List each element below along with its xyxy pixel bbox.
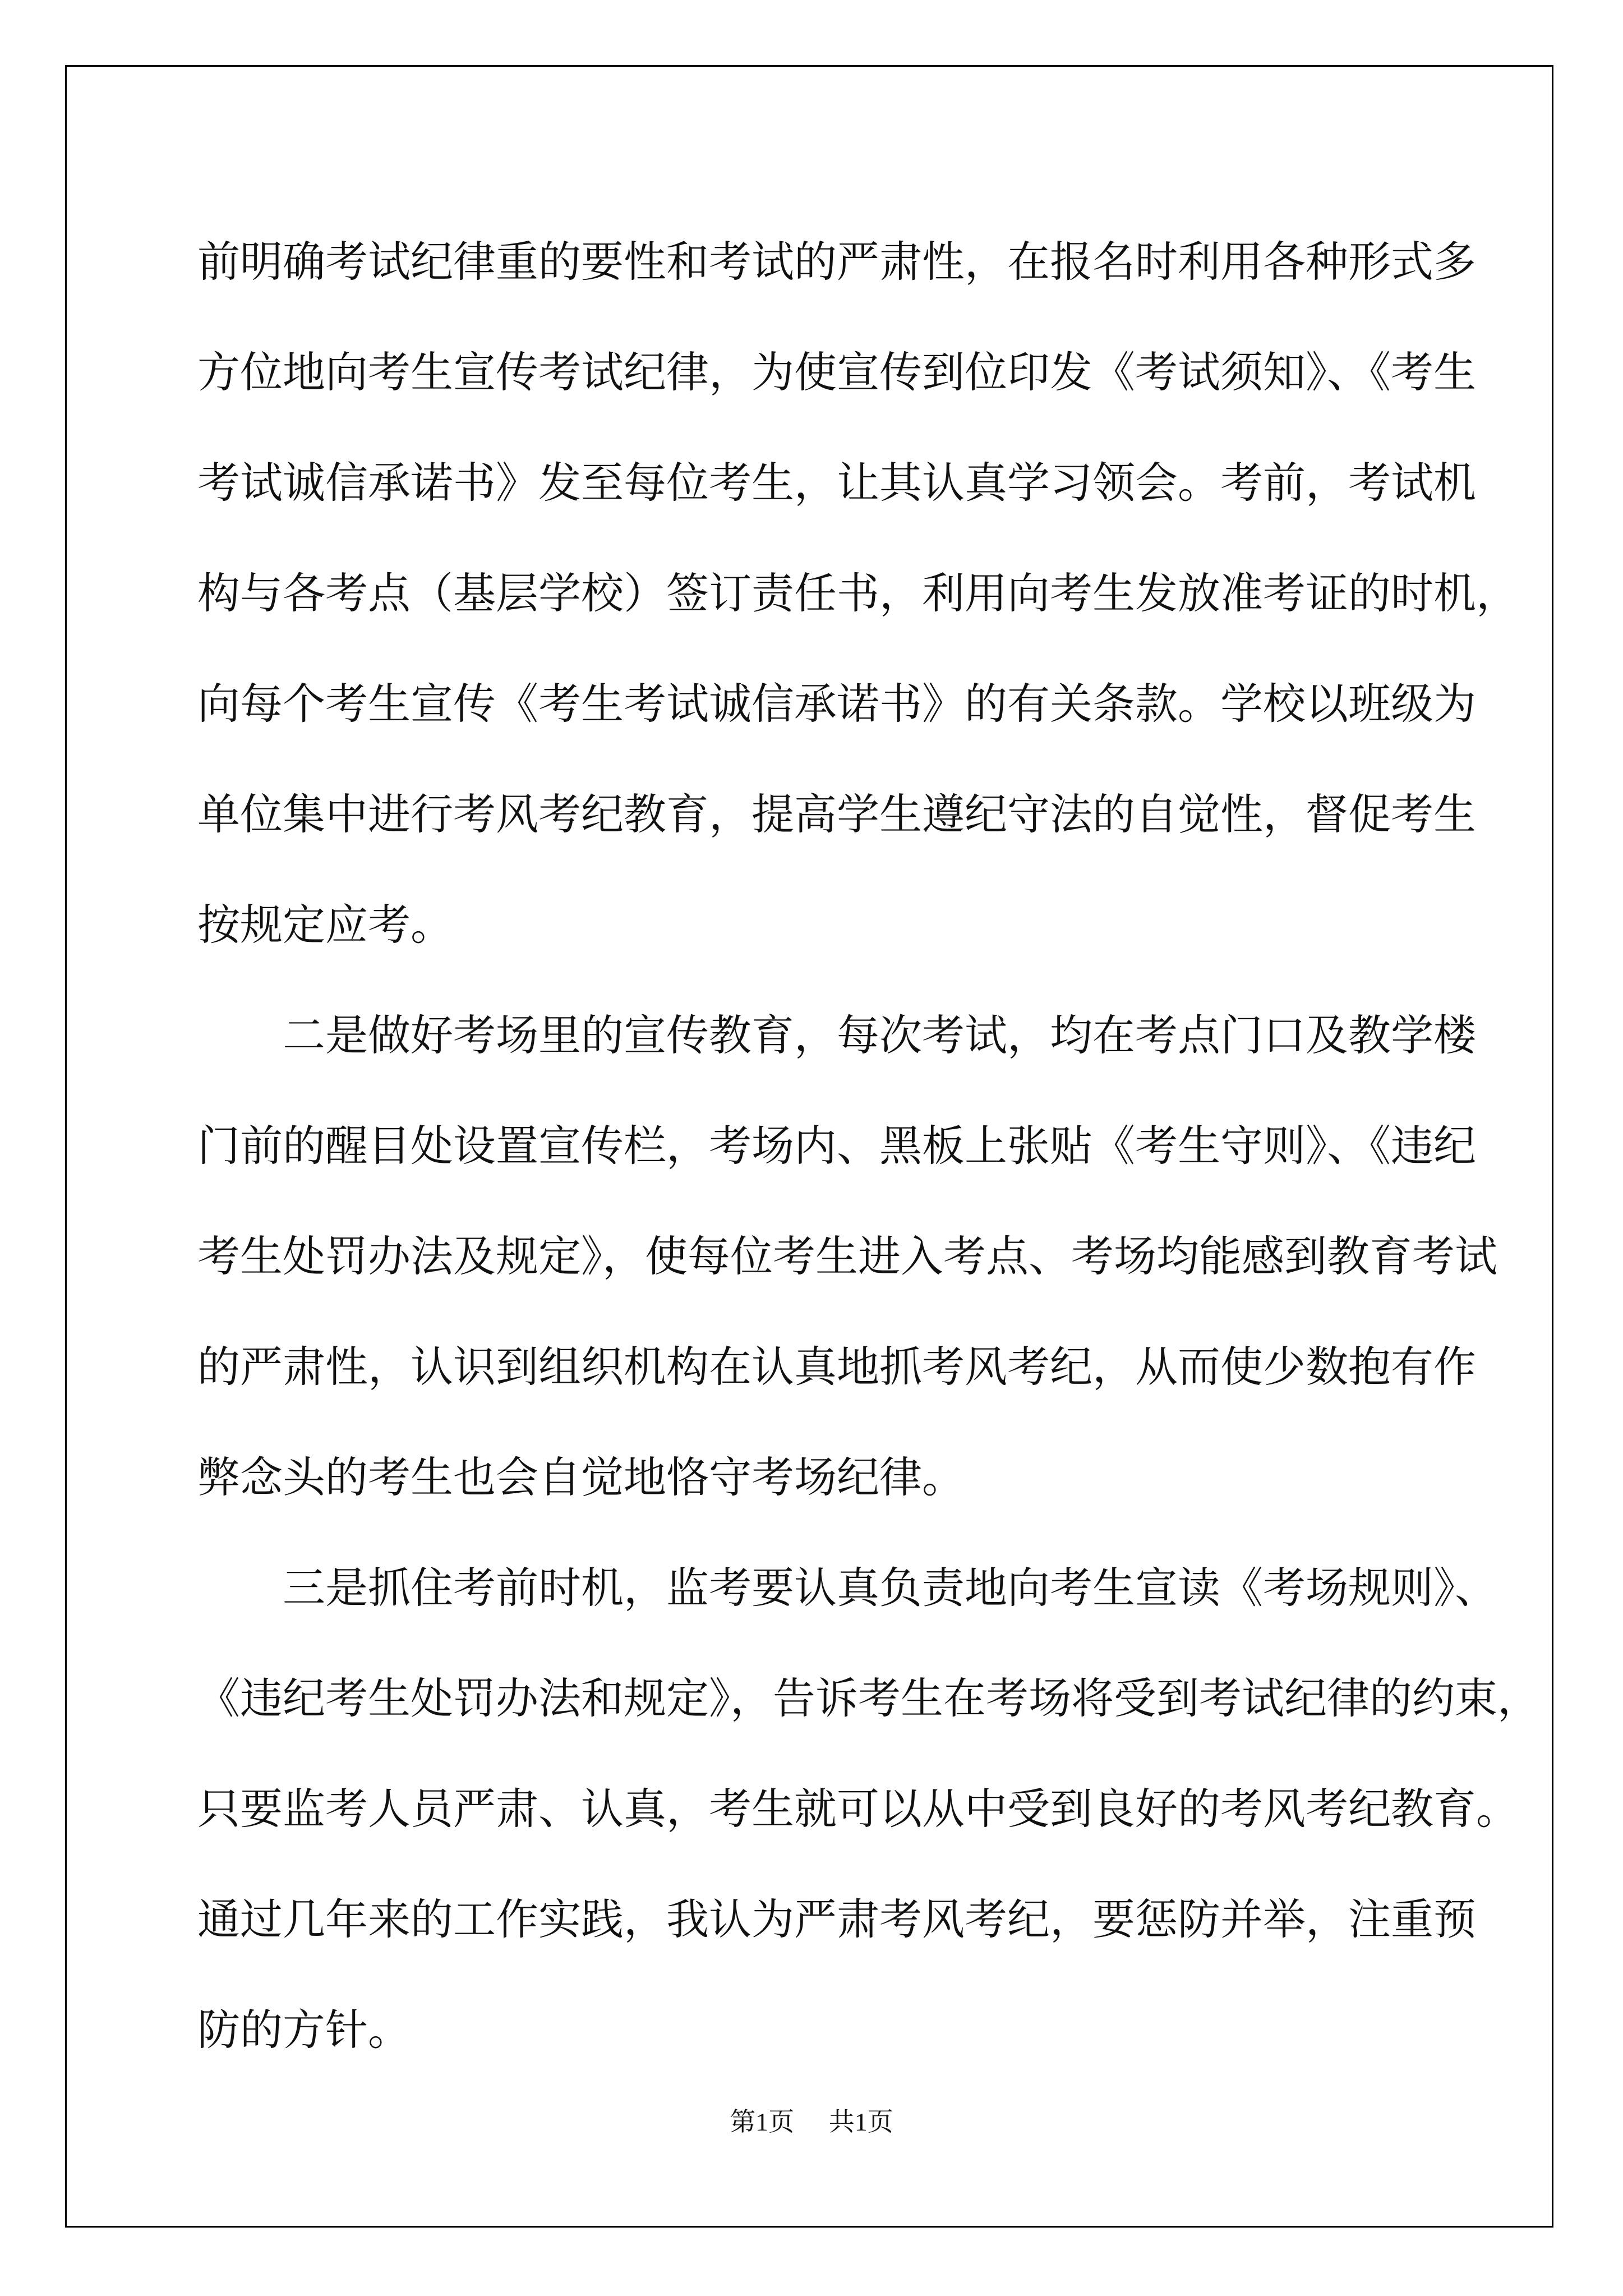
- text-line: 通过几年来的工作实践，我认为严肃考风考纪，要惩防并举，注重预: [197, 1894, 1476, 1944]
- text-line: 只要监考人员严肃、认真，考生就可以从中受到良好的考风考纪教育。: [197, 1784, 1519, 1834]
- text-line: 方位地向考生宣传考试纪律，为使宣传到位印发《考试须知》、《考生: [197, 347, 1476, 397]
- page-footer: [0, 2101, 1623, 2138]
- document-body: [197, 206, 1540, 2085]
- page-number: 第1页: [730, 2108, 795, 2136]
- page-total: 共1页: [828, 2108, 893, 2136]
- text-line: 考试诚信承诺书》发至每位考生，让其认真学习领会。考前，考试机: [197, 458, 1476, 508]
- text-line: 构与各考点（基层学校）签订责任书，利用向考生发放准考证的时机，: [197, 568, 1519, 618]
- text-line: 《违纪考生处罚办法和规定》，告诉考生在考场将受到考试纪律的约束，: [197, 1673, 1540, 1723]
- text-line: 考生处罚办法及规定》，使每位考生进入考点、考场均能感到教育考试: [197, 1231, 1497, 1281]
- text-line: 防的方针。: [197, 2005, 411, 2055]
- text-line: 门前的醒目处设置宣传栏，考场内、黑板上张贴《考生守则》、《违纪: [197, 1121, 1476, 1171]
- text-line: 的严肃性，认识到组织机构在认真地抓考风考纪，从而使少数抱有作: [197, 1342, 1476, 1392]
- text-line: 按规定应考。: [197, 900, 453, 950]
- paragraph-start-line: 三是抓住考前时机，监考要认真负责地向考生宣读《考场规则》、: [283, 1563, 1497, 1613]
- text-line: 弊念头的考生也会自觉地恪守考场纪律。: [197, 1452, 965, 1502]
- paragraph-start-line: 二是做好考场里的宣传教育，每次考试，均在考点门口及教学楼: [283, 1010, 1476, 1060]
- text-line: 单位集中进行考风考纪教育，提高学生遵纪守法的自觉性，督促考生: [197, 789, 1476, 839]
- text-line: 向每个考生宣传《考生考试诚信承诺书》的有关条款。学校以班级为: [197, 679, 1476, 729]
- text-line: 前明确考试纪律重的要性和考试的严肃性，在报名时利用各种形式多: [197, 237, 1476, 287]
